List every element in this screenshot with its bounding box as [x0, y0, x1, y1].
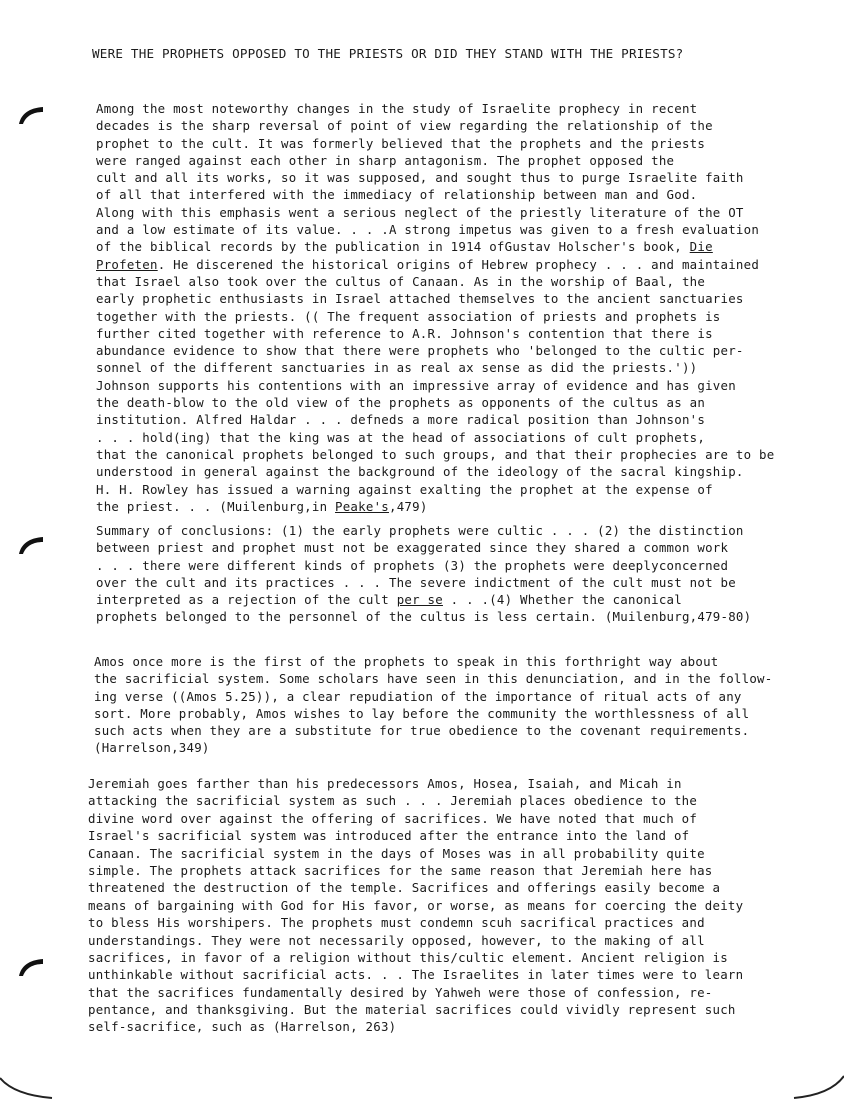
- text-line: [96, 238, 774, 255]
- paragraph-muilenburg-quote: [96, 100, 774, 515]
- text-line: were ranged against each other in sharp antagonism. The prophet opposed the: [96, 152, 675, 168]
- text-line: Summary of conclusions: (1) the early prophets were cultic . . . (2) the distinction: [96, 523, 744, 538]
- text-line: understandings. They were not necessarily opposed, however, to the making of all: [88, 932, 705, 948]
- text-line: unthinkable without sacrificial acts. . . The Israelites in later times were to learn: [88, 967, 744, 983]
- text-line: abundance evidence to show that there were prophets who 'belonged to the cultic per-: [96, 343, 744, 359]
- paragraph-summary-of-conclusions: [96, 522, 751, 626]
- text-line: pentance, and thanksgiving. But the material sacrifices could vividly represent such: [88, 1002, 736, 1018]
- text-line: H. H. Rowley has issued a warning against exalting the prophet at the expense of: [96, 481, 713, 497]
- text-line: Israel's sacrificial system was introduced after the entrance into the land of: [88, 828, 690, 844]
- text-line: sort. More probably, Amos wishes to lay before the community the worthlessness of all: [94, 705, 750, 721]
- binder-hole-mark-icon: [17, 534, 45, 556]
- text-line: threatened the destruction of the temple. Sacrifices and offerings easily become a: [88, 880, 721, 896]
- text-line: means of bargaining with God for His favor, or worse, as means for coercing the deity: [88, 897, 744, 913]
- text-line: attacking the sacrificial system as such . . . Jeremiah places obedience to the: [88, 793, 698, 809]
- text-segment: interpreted as a rejection of the cult: [96, 592, 397, 608]
- text-line: . . . there were different kinds of prophets (3) the prophets were deeplyconcerned: [96, 557, 729, 573]
- text-line: the death-blow to the old view of the prophets as opponents of the cultus as an: [96, 395, 706, 411]
- text-line: institution. Alfred Haldar . . . defneds a more radical position than Johnson's: [96, 412, 706, 428]
- text-line: decades is the sharp reversal of point of view regarding the relationship of the: [96, 118, 713, 134]
- text-line: [96, 498, 774, 515]
- text-segment: of the biblical records by the publication in 1914 ofGustav Holscher's book,: [96, 239, 682, 255]
- text-line: Amos once more is the first of the prophets to speak in this forthright way about: [94, 654, 719, 669]
- text-line: Along with this emphasis went a serious neglect of the priestly literature of the OT: [96, 204, 744, 220]
- page-corner-curl-icon: [0, 1070, 60, 1100]
- text-line: understood in general against the background of the ideology of the sacral kingship.: [96, 464, 744, 480]
- text-line: such acts when they are a substitute for true obedience to the covenant requirements.: [94, 723, 750, 739]
- text-line: . . . hold(ing) that the king was at the head of associations of cult prophets,: [96, 429, 706, 445]
- text-line: between priest and prophet must not be exaggerated since they shared a common work: [96, 540, 729, 556]
- text-line: the sacrificial system. Some scholars have seen in this denunciation, and in the follow-: [94, 671, 773, 687]
- text-line: sonnel of the different sanctuaries in as real ax sense as did the priests.')): [96, 360, 698, 376]
- latin-phrase-underlined: per se: [396, 592, 443, 608]
- text-line: further cited together with reference to A.R. Johnson's contention that there is: [96, 325, 713, 341]
- text-line: (Harrelson,349): [94, 740, 210, 756]
- text-line: that Israel also took over the cultus of Canaan. As in the worship of Baal, the: [96, 273, 706, 289]
- book-title-underlined: Die: [689, 239, 713, 255]
- text-line: to bless His worshipers. The prophets must condemn scuh sacrifical practices and: [88, 915, 705, 931]
- binder-hole-mark-icon: [17, 956, 45, 978]
- document-title: WERE THE PROPHETS OPPOSED TO THE PRIESTS OR DID THEY STAND WITH THE PRIESTS?: [92, 46, 684, 61]
- text-segment: the priest. . . (Muilenburg,in: [96, 498, 336, 514]
- text-line: cult and all its works, so it was supposed, and sought thus to purge Israelite faith: [96, 170, 744, 186]
- binder-hole-mark-icon: [17, 104, 45, 126]
- text-line: Canaan. The sacrificial system in the days of Moses was in all probability quite: [88, 845, 705, 861]
- text-segment: . He discerened the historical origins of Hebrew prophecy . . . and maintained: [157, 256, 760, 272]
- book-title-underlined: Peake's: [335, 498, 389, 514]
- text-segment: . . .(4) Whether the canonical: [442, 592, 682, 608]
- text-line: ing verse ((Amos 5.25)), a clear repudiation of the importance of ritual acts of any: [94, 688, 742, 704]
- text-segment: ,479): [388, 498, 428, 514]
- text-line: divine word over against the offering of sacrifices. We have noted that much of: [88, 810, 698, 826]
- book-title-underlined: Profeten: [96, 256, 158, 272]
- text-line: prophets belonged to the personnel of the cultus is less certain. (Muilenburg,479-80): [96, 609, 752, 625]
- page-corner-curl-icon: [784, 1070, 844, 1100]
- paragraph-amos: [94, 653, 772, 757]
- text-line: and a low estimate of its value. . . .A strong impetus was given to a fresh evaluation: [96, 222, 760, 238]
- text-line: of all that interfered with the immediacy of relationship between man and God.: [96, 187, 698, 203]
- text-line: early prophetic enthusiasts in Israel attached themselves to the ancient sanctuaries: [96, 291, 744, 307]
- text-line: together with the priests. (( The frequent association of priests and prophets is: [96, 308, 721, 324]
- text-line: over the cult and its practices . . . The severe indictment of the cult must not be: [96, 574, 736, 590]
- text-line: Johnson supports his contentions with an impressive array of evidence and has given: [96, 377, 736, 393]
- text-line: [96, 256, 774, 273]
- text-line: self-sacrifice, such as (Harrelson, 263): [88, 1019, 397, 1035]
- text-line: Jeremiah goes farther than his predecessors Amos, Hosea, Isaiah, and Micah in: [88, 776, 682, 791]
- text-line: sacrifices, in favor of a religion without this/cultic element. Ancient religion is: [88, 949, 728, 965]
- text-line: prophet to the cult. It was formerly believed that the prophets and the priests: [96, 135, 706, 151]
- text-line: Among the most noteworthy changes in the study of Israelite prophecy in recent: [96, 101, 698, 116]
- text-line: [96, 591, 751, 608]
- paragraph-jeremiah: [88, 775, 743, 1036]
- text-line: that the canonical prophets belonged to such groups, and that their prophecies are to be: [96, 446, 775, 462]
- text-line: that the sacrifices fundamentally desired by Yahweh were those of confession, re-: [88, 984, 713, 1000]
- text-line: simple. The prophets attack sacrifices for the same reason that Jeremiah here has: [88, 862, 713, 878]
